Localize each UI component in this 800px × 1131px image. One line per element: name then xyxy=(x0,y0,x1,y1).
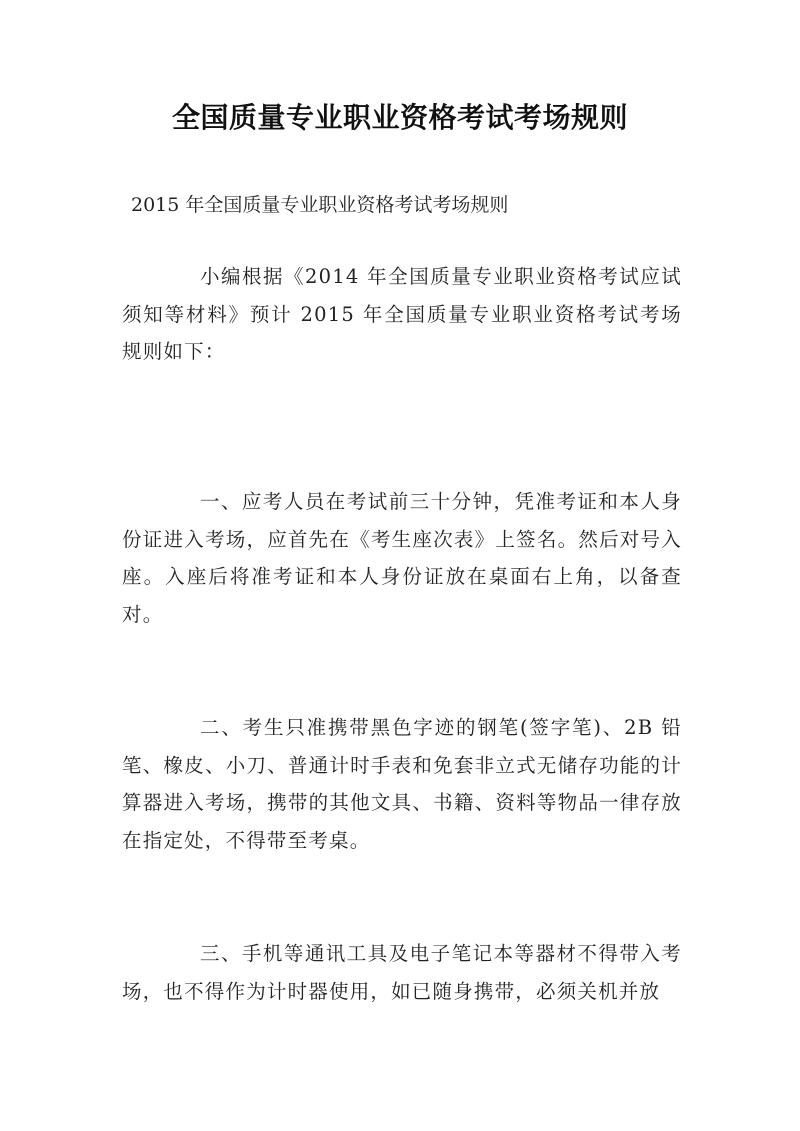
document-title: 全国质量专业职业资格考试考场规则 xyxy=(171,101,628,134)
document-subtitle: 2015 年全国质量专业职业资格考试考场规则 xyxy=(131,194,509,216)
intro-paragraph: 小编根据《2014 年全国质量专业职业资格考试应试须知等材料》预计 2015 年全国质量专业职业资格考试考场规则如下： xyxy=(122,265,682,363)
rule-paragraph-1: 一、应考人员在考试前三十分钟，凭准考证和本人身份证进入考场，应首先在《考生座次表》上签名。然后对号入座。入座后将准考证和本人身份证放在桌面右上角，以备查对。 xyxy=(122,490,682,626)
rule-paragraph-2: 二、考生只准携带黑色字迹的钢笔(签字笔)、2B 铅笔、橡皮、小刀、普通计时手表和免套非立式无储存功能的计算器进入考场，携带的其他文具、书籍、资料等物品一律存放在指定处，不得带至考桌。 xyxy=(122,716,682,852)
rule-paragraph-3: 三、手机等通讯工具及电子笔记本等器材不得带入考场，也不得作为计时器使用，如已随身携带，必须关机并放 xyxy=(122,942,682,1003)
